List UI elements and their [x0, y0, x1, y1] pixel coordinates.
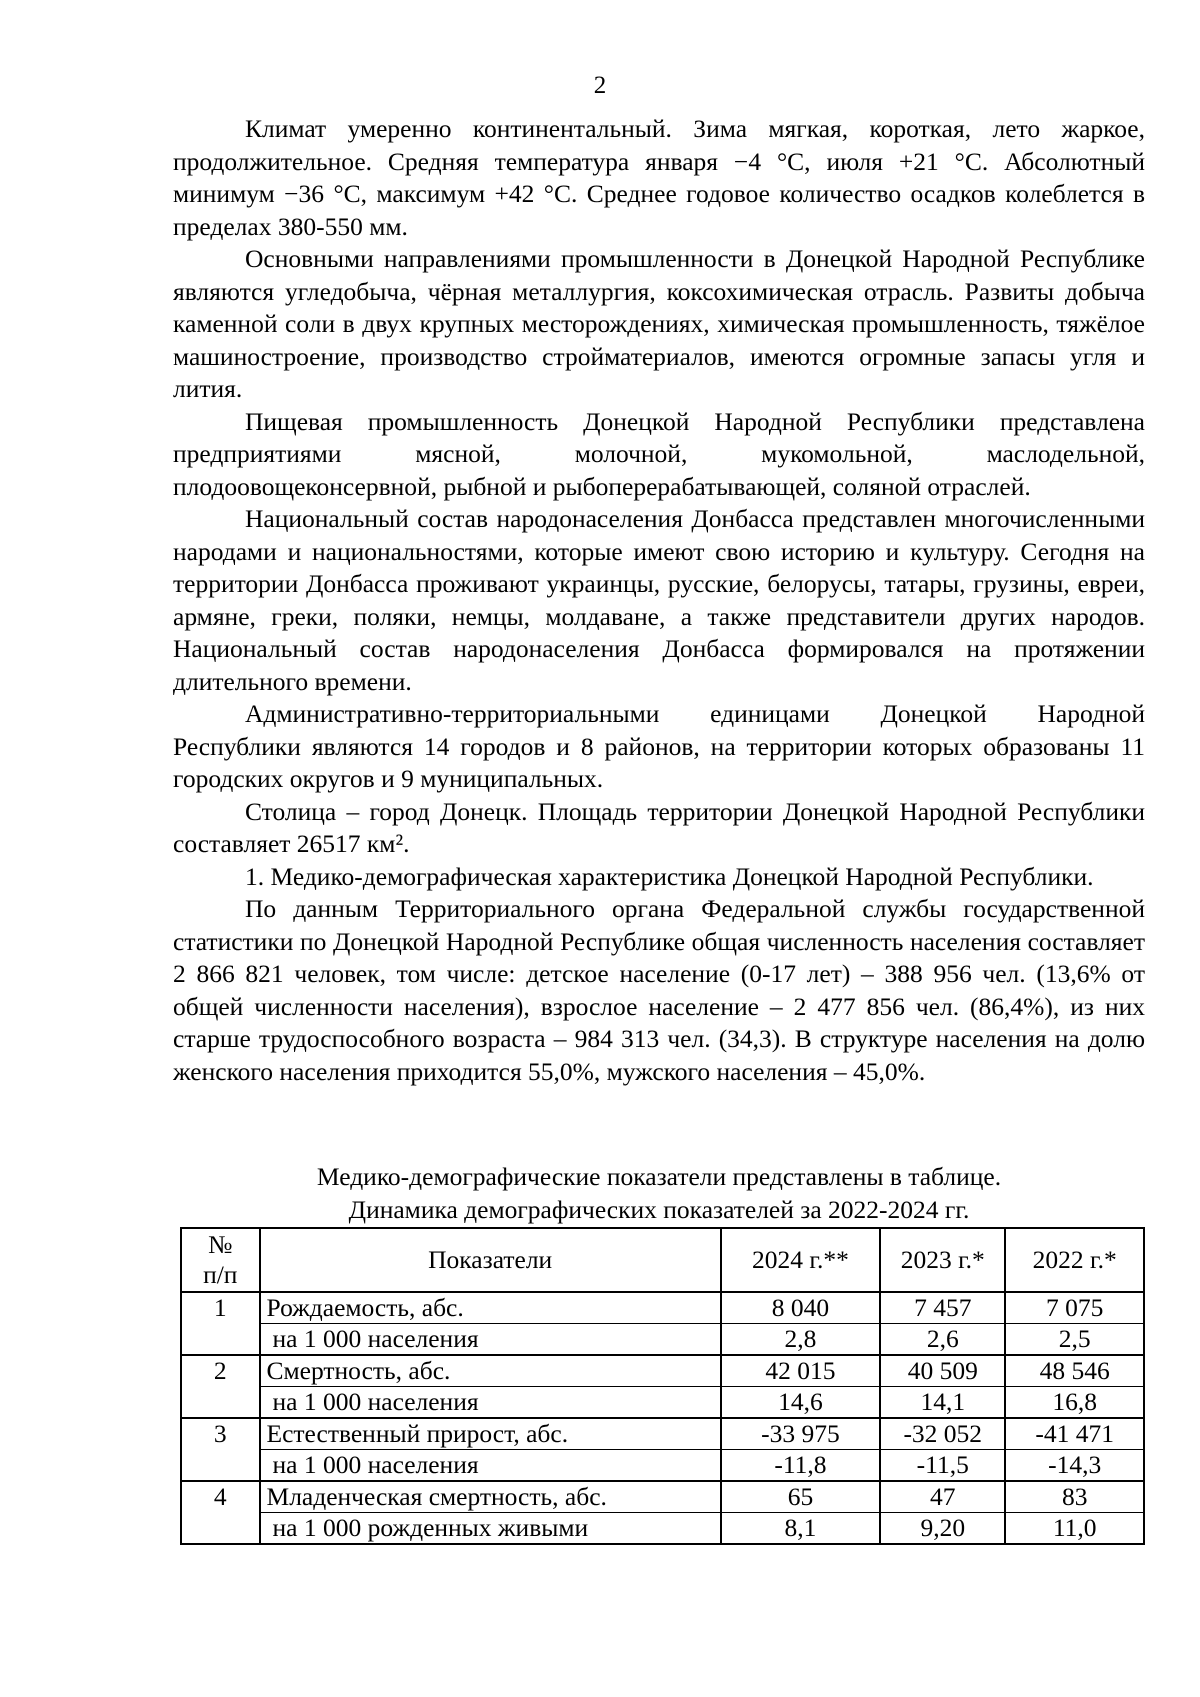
value-2022: 48 546: [1005, 1355, 1144, 1387]
table-title: Динамика демографических показателей за 2022-2024 гг.: [348, 1194, 970, 1224]
indicator-label: на 1 000 населения: [260, 1387, 721, 1419]
indicator-label: на 1 000 населения: [260, 1324, 721, 1356]
paragraph-ethnic-composition: Национальный состав народонаселения Донбасса представлен многочисленными народами и национальностями, которые имеют свою историю и культуру. Сегодня на территории Донбасса проживают украинцы, русские, белорусы, татары, грузины, евреи, армяне, греки, поляки, немцы, молдаване, а также представители других народов. Национальный состав народонаселения Донбасса формировался на протяжении длительного времени.: [173, 504, 1145, 696]
value-2022: 7 075: [1005, 1292, 1144, 1324]
value-2023: 9,20: [880, 1513, 1005, 1545]
value-2024: 42 015: [721, 1355, 880, 1387]
value-2024: 65: [721, 1481, 880, 1513]
section-heading: 1. Медико-демографическая характеристика Донецкой Народной Республики.: [245, 861, 1094, 891]
value-2024: 14,6: [721, 1387, 880, 1419]
value-2022: 2,5: [1005, 1324, 1144, 1356]
header-2022: 2022 г.*: [1005, 1228, 1144, 1292]
indicator-label: Рождаемость, абс.: [260, 1292, 721, 1324]
header-number-symbol: №: [208, 1230, 233, 1259]
indicator-label: на 1 000 населения: [260, 1450, 721, 1482]
paragraph-climate: Климат умеренно континентальный. Зима мягкая, короткая, лето жаркое, продолжительное. Средняя температура января −4 °С, июля +21 °С. Абсолютный минимум −36 °С, максимум +42 °С. Среднее годовое количество осадков колеблется в пределах 380-550 мм.: [173, 114, 1145, 241]
table-row: [181, 1418, 1144, 1450]
indicator-label: на 1 000 рожденных живыми: [260, 1513, 721, 1545]
table-row: [181, 1355, 1144, 1387]
table-row: [181, 1450, 1144, 1482]
value-2023: 2,6: [880, 1324, 1005, 1356]
value-2023: 7 457: [880, 1292, 1005, 1324]
table-row: [181, 1513, 1144, 1545]
table-row: [181, 1481, 1144, 1513]
paragraph-industry: Основными направлениями промышленности в Донецкой Народной Республике являются угледобыча, чёрная металлургия, коксохимическая отрасль. Развиты добыча каменной соли в двух крупных месторождениях, химическая промышленность, тяжёлое машиностроение, производство стройматериалов, имеются огромные запасы угля и лития.: [173, 244, 1145, 403]
header-number: [181, 1228, 260, 1292]
paragraph-food-industry: Пищевая промышленность Донецкой Народной Республики представлена предприятиями мясной, молочной, мукомольной, маслодельной, плодоовощеконсервной, рыбной и рыбоперерабатывающей, соляной отраслей.: [173, 406, 1145, 501]
header-indicator: Показатели: [260, 1228, 721, 1292]
value-2023: 40 509: [880, 1355, 1005, 1387]
table-captions: [173, 1161, 1145, 1226]
indicator-label: Младенческая смертность, абс.: [260, 1481, 721, 1513]
value-2024: -11,8: [721, 1450, 880, 1482]
value-2024: 8 040: [721, 1292, 880, 1324]
indicator-label: Естественный прирост, абс.: [260, 1418, 721, 1450]
value-2023: 47: [880, 1481, 1005, 1513]
document-body: [173, 113, 1145, 1088]
header-2024: 2024 г.**: [721, 1228, 880, 1292]
paragraph-population: По данным Территориального органа Федеральной службы государственной статистики по Донецкой Народной Республике общая численность населения составляет 2 866 821 человек, том числе: детское население (0-17 лет) – 388 956 чел. (13,6% от общей численности населения), взрослое население – 2 477 856 чел. (86,4%), из них старше трудоспособного возраста – 984 313 чел. (34,3). В структуре населения на долю женского населения приходится 55,0%, мужского населения – 45,0%.: [173, 894, 1145, 1086]
indicator-label: Смертность, абс.: [260, 1355, 721, 1387]
value-2023: -32 052: [880, 1418, 1005, 1450]
row-number: 3: [181, 1418, 260, 1481]
value-2024: 8,1: [721, 1513, 880, 1545]
demographics-table: [180, 1227, 1145, 1545]
row-number: 4: [181, 1481, 260, 1544]
value-2022: 11,0: [1005, 1513, 1144, 1545]
value-2023: -11,5: [880, 1450, 1005, 1482]
table-row: [181, 1324, 1144, 1356]
paragraph-administrative-units: Административно-территориальными единицами Донецкой Народной Республики являются 14 городов и 8 районов, на территории которых образованы 11 городских округов и 9 муниципальных.: [173, 699, 1145, 793]
header-2023: 2023 г.*: [880, 1228, 1005, 1292]
value-2024: 2,8: [721, 1324, 880, 1356]
value-2022: -14,3: [1005, 1450, 1144, 1482]
value-2022: -41 471: [1005, 1418, 1144, 1450]
row-number: 1: [181, 1292, 260, 1355]
row-number: 2: [181, 1355, 260, 1418]
table-header-row: [181, 1228, 1144, 1292]
table-row: [181, 1387, 1144, 1419]
value-2022: 16,8: [1005, 1387, 1144, 1419]
value-2023: 14,1: [880, 1387, 1005, 1419]
value-2022: 83: [1005, 1481, 1144, 1513]
table-intro: Медико-демографические показатели представлены в таблице.: [316, 1162, 1002, 1191]
value-2024: -33 975: [721, 1418, 880, 1450]
table-row: [181, 1292, 1144, 1324]
paragraph-capital: Столица – город Донецк. Площадь территории Донецкой Народной Республики составляет 26517 км².: [173, 796, 1145, 858]
page-number: 2: [593, 72, 607, 99]
header-number-abbrev: п/п: [203, 1260, 238, 1289]
